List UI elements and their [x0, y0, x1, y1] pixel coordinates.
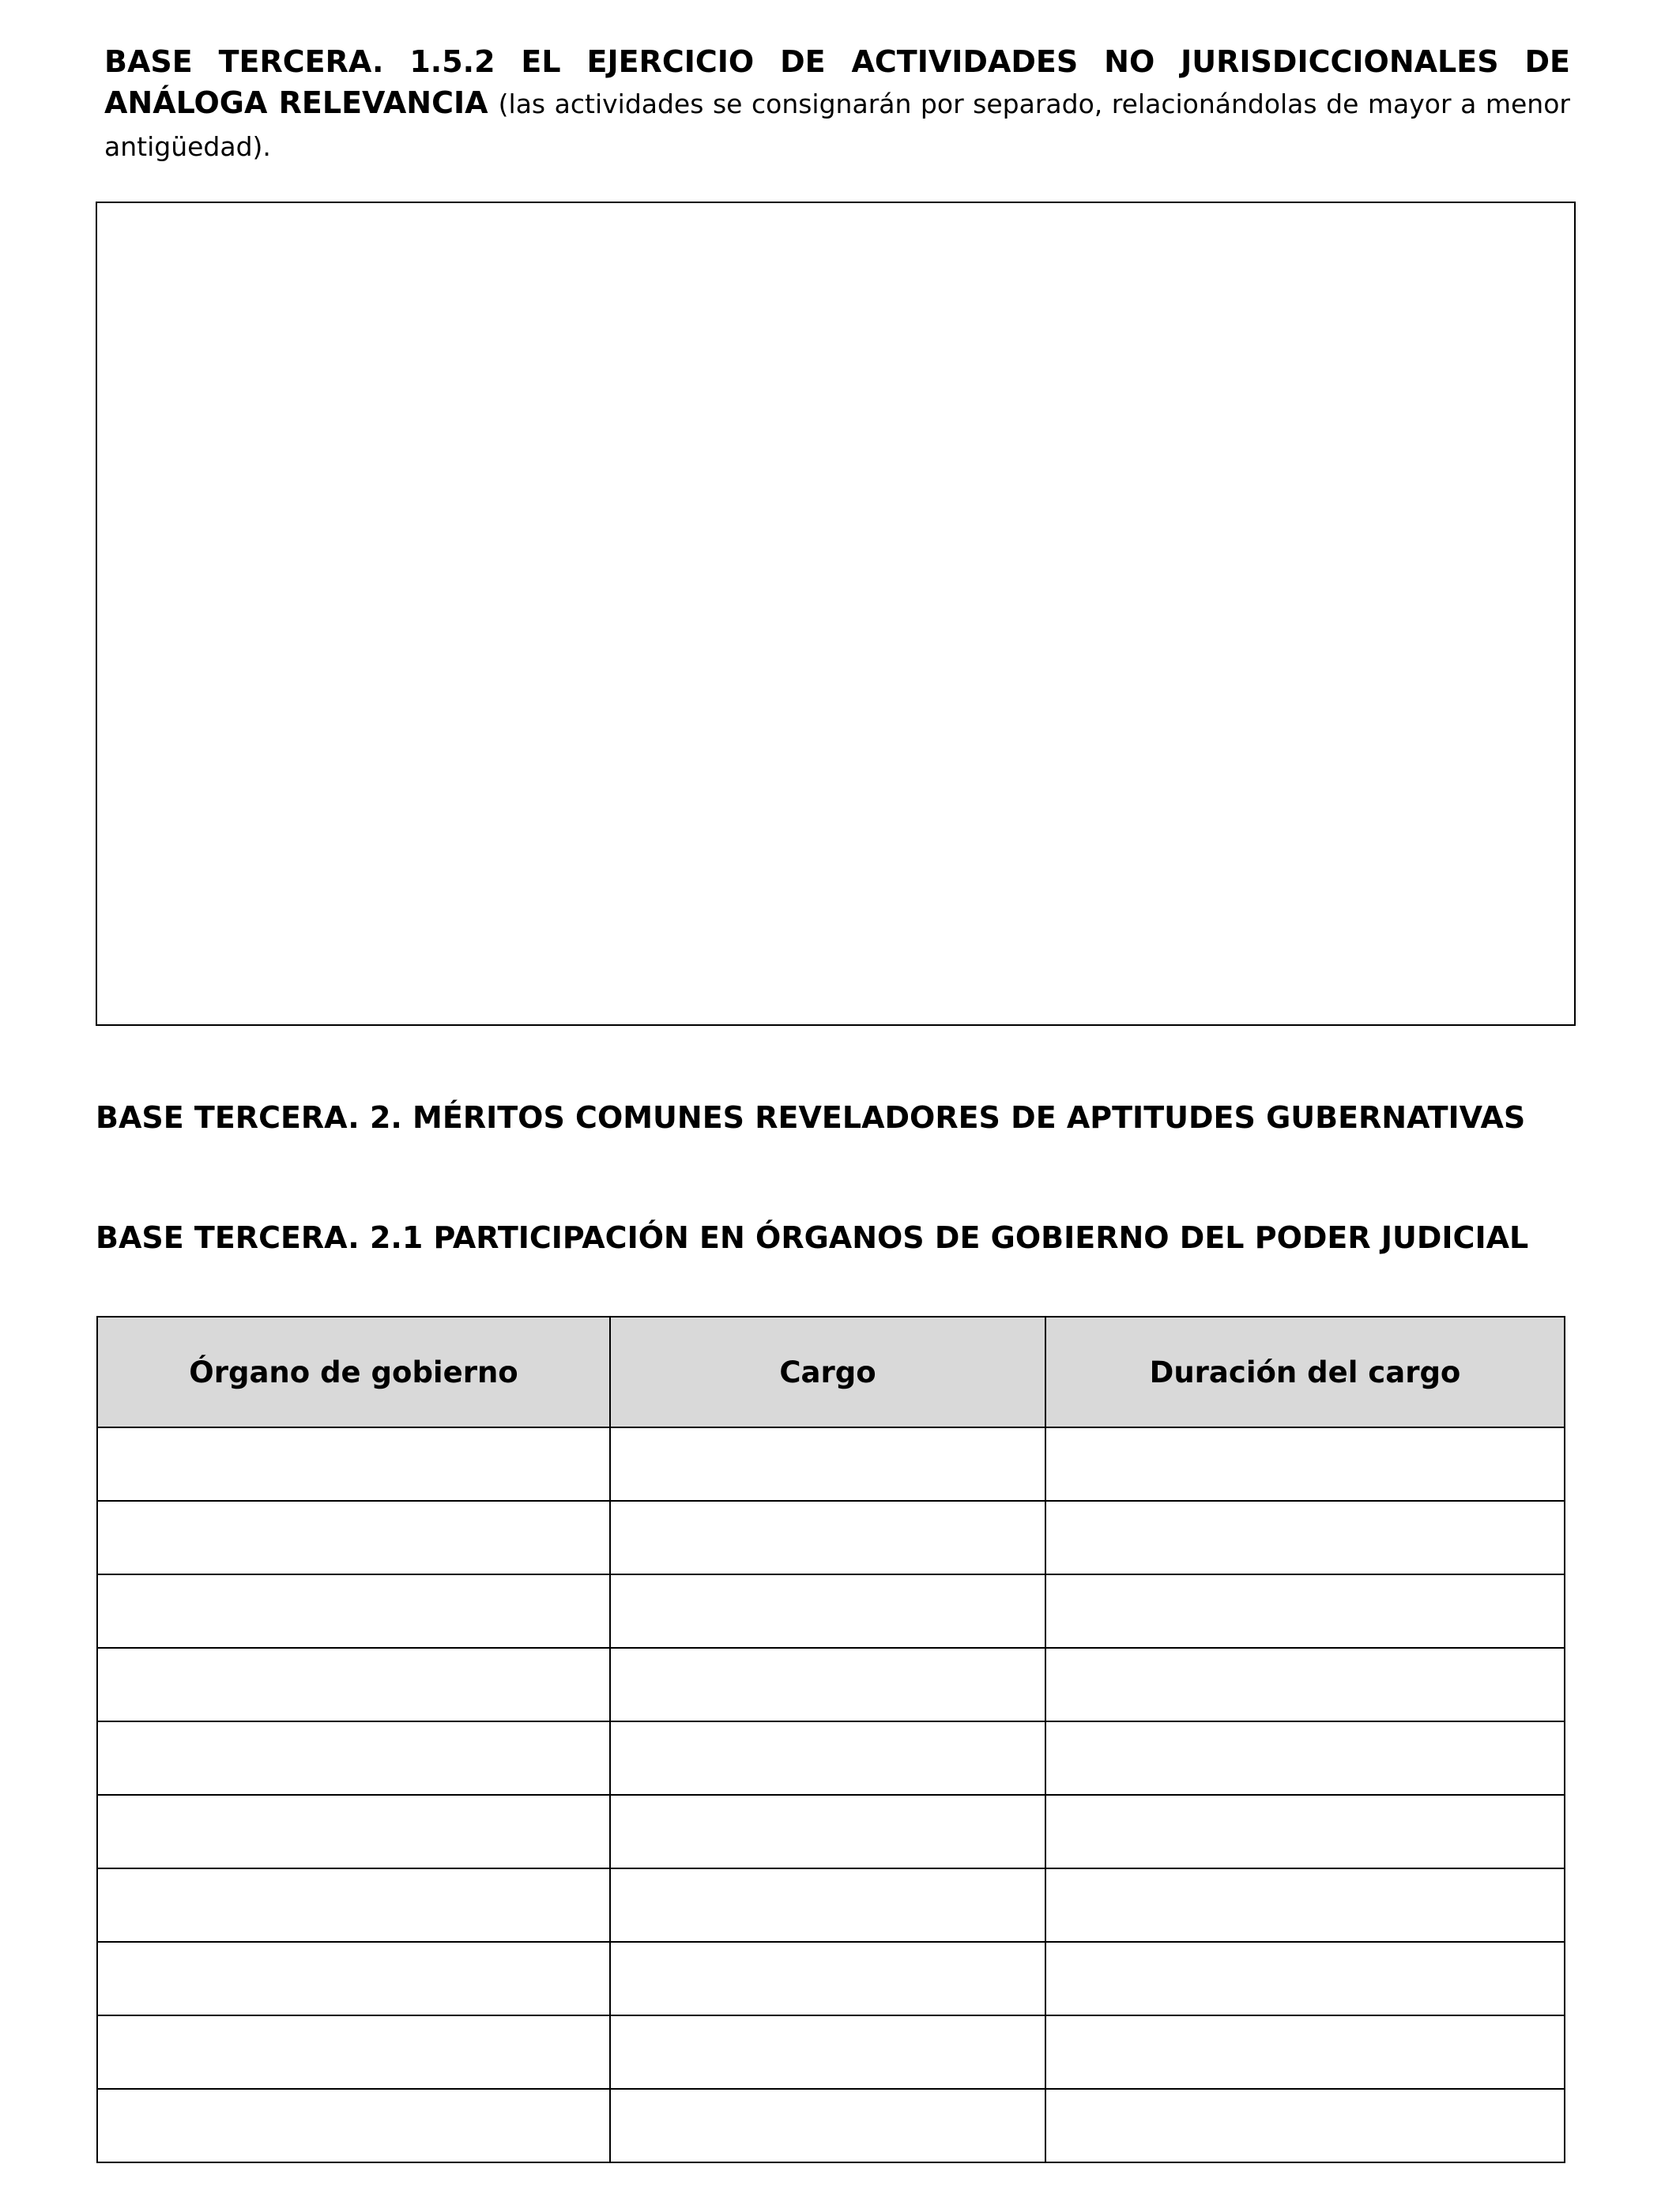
cell-cargo[interactable] — [610, 1501, 1045, 1574]
header-duracion-del-cargo: Duración del cargo — [1045, 1317, 1565, 1427]
cell-duracion[interactable] — [1045, 2015, 1565, 2089]
table-row — [97, 1574, 1565, 1648]
table-row — [97, 1427, 1565, 1501]
cell-duracion[interactable] — [1045, 1795, 1565, 1868]
cell-cargo[interactable] — [610, 1721, 1045, 1795]
cell-cargo[interactable] — [610, 1427, 1045, 1501]
cell-duracion[interactable] — [1045, 1427, 1565, 1501]
cell-organo[interactable] — [97, 2089, 610, 2162]
table-row — [97, 1795, 1565, 1868]
cell-organo[interactable] — [97, 1868, 610, 1942]
table-header-row — [97, 1317, 1565, 1427]
table-row — [97, 1501, 1565, 1574]
table-row — [97, 1648, 1565, 1721]
governing-bodies-table — [96, 1316, 1565, 2163]
table-row — [97, 2015, 1565, 2089]
cell-duracion[interactable] — [1045, 1721, 1565, 1795]
section-1-5-2-heading — [104, 41, 1570, 168]
cell-duracion[interactable] — [1045, 1574, 1565, 1648]
table-row — [97, 1868, 1565, 1942]
cell-organo[interactable] — [97, 1574, 610, 1648]
section-1-5-2-title: BASE TERCERA. 1.5.2 EL EJERCICIO DE ACTIVIDADES NO JURISDICCIONALES DE ANÁLOGA RELEVANCIA — [104, 44, 1570, 120]
cell-organo[interactable] — [97, 1427, 610, 1501]
section-2-title: BASE TERCERA. 2. MÉRITOS COMUNES REVELADORES DE APTITUDES GUBERNATIVAS — [96, 1100, 1526, 1135]
cell-duracion[interactable] — [1045, 1942, 1565, 2015]
table-row — [97, 1721, 1565, 1795]
cell-duracion[interactable] — [1045, 1648, 1565, 1721]
cell-organo[interactable] — [97, 1501, 610, 1574]
cell-duracion[interactable] — [1045, 1868, 1565, 1942]
section-1-5-2-note: (las actividades se consignarán por separado, relacionándolas de mayor a menor antigüedad). — [104, 89, 1570, 162]
cell-cargo[interactable] — [610, 1648, 1045, 1721]
cell-cargo[interactable] — [610, 1868, 1045, 1942]
cell-organo[interactable] — [97, 1795, 610, 1868]
table-row — [97, 1942, 1565, 2015]
table-row — [97, 2089, 1565, 2162]
cell-organo[interactable] — [97, 1942, 610, 2015]
cell-cargo[interactable] — [610, 1574, 1045, 1648]
cell-organo[interactable] — [97, 2015, 610, 2089]
cell-organo[interactable] — [97, 1721, 610, 1795]
cell-cargo[interactable] — [610, 2089, 1045, 2162]
header-organo-de-gobierno: Órgano de gobierno — [97, 1317, 610, 1427]
cell-cargo[interactable] — [610, 1942, 1045, 2015]
section-2-1-title: BASE TERCERA. 2.1 PARTICIPACIÓN EN ÓRGANOS DE GOBIERNO DEL PODER JUDICIAL — [96, 1220, 1529, 1255]
cell-duracion[interactable] — [1045, 1501, 1565, 1574]
cell-cargo[interactable] — [610, 2015, 1045, 2089]
cell-organo[interactable] — [97, 1648, 610, 1721]
header-cargo: Cargo — [610, 1317, 1045, 1427]
cell-duracion[interactable] — [1045, 2089, 1565, 2162]
cell-cargo[interactable] — [610, 1795, 1045, 1868]
activities-entry-box[interactable] — [96, 202, 1576, 1026]
